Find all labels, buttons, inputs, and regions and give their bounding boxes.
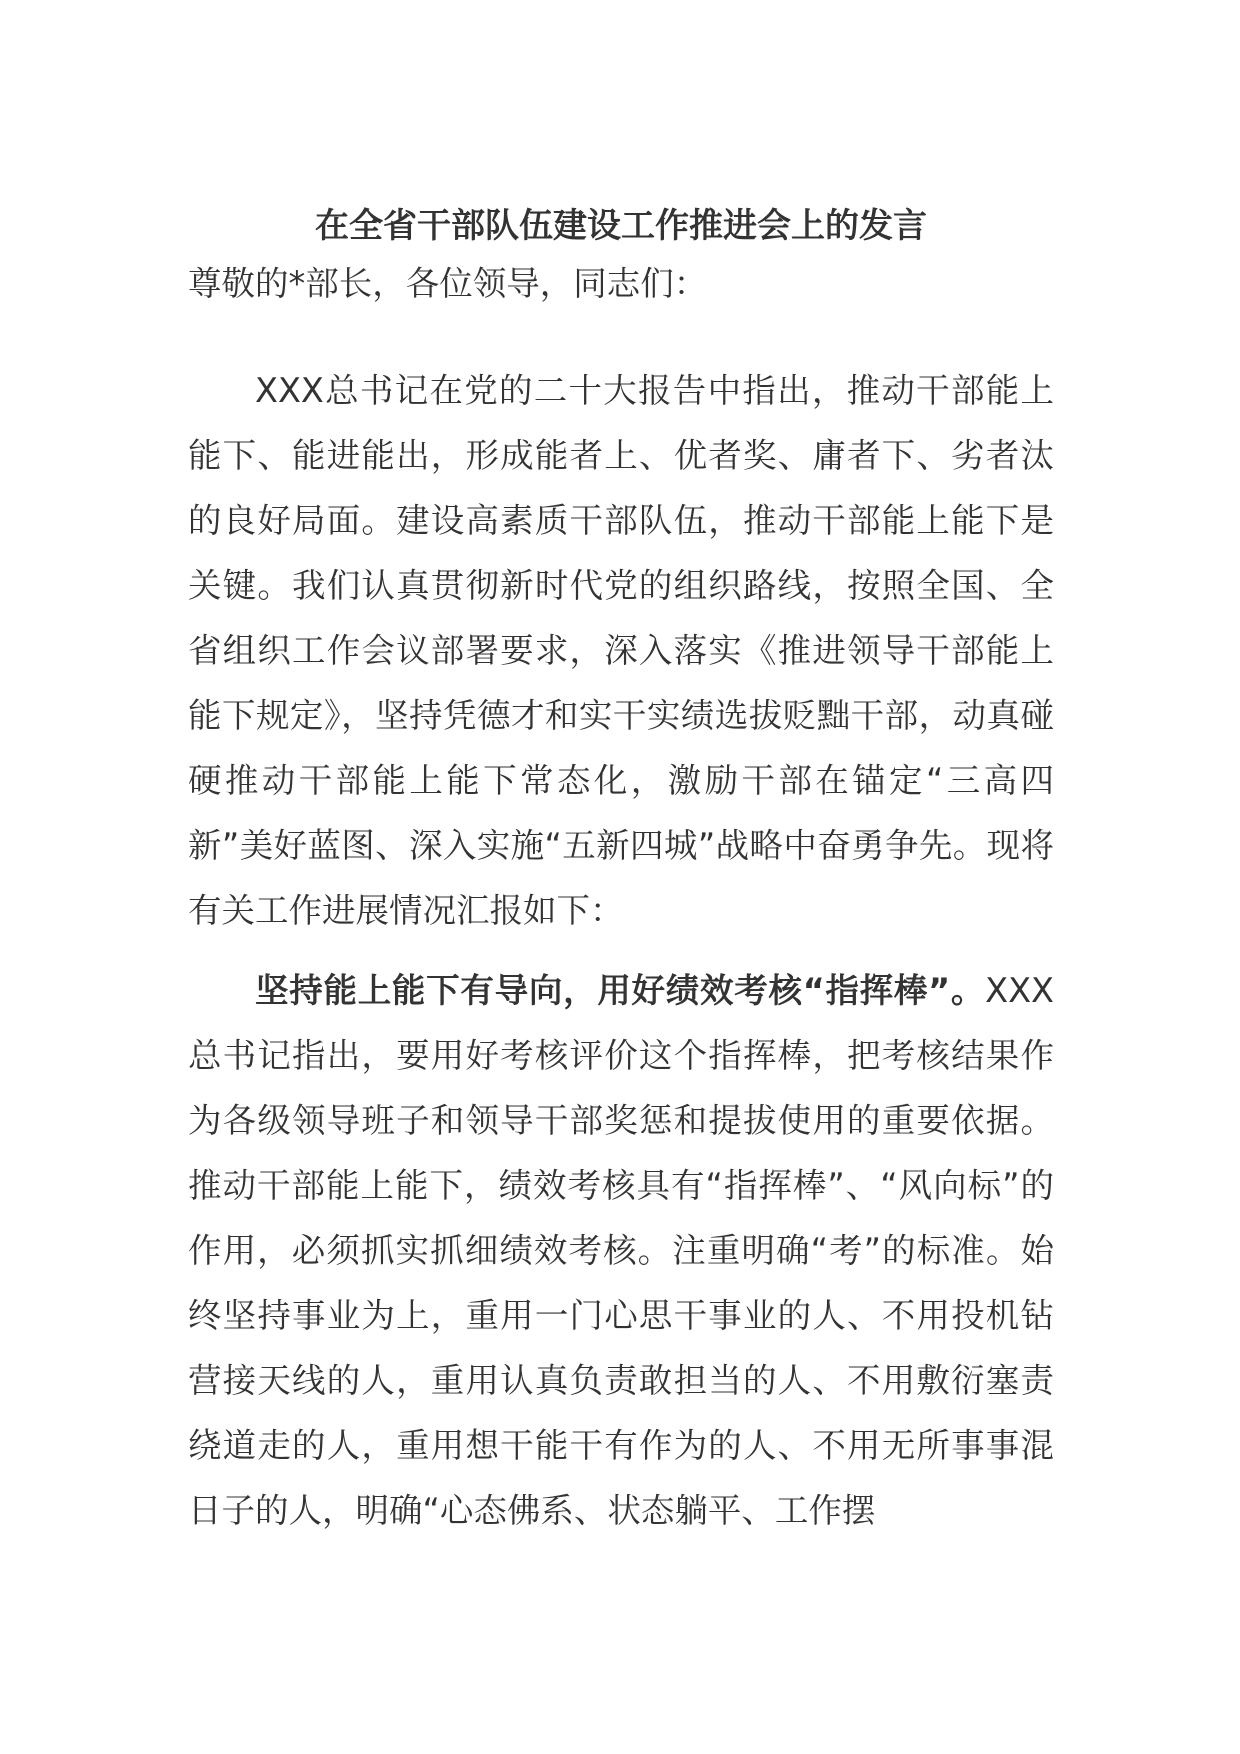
- paragraph-body-text: XXX总书记指出，要用好考核评价这个指挥棒，把考核结果作为各级领导班子和领导干部奖惩和提拔使用的重要依据。推动干部能上能下，绩效考核具有“指挥棒”、“风向标”的作用，必须抓实抓细绩效考核。注重明确“考”的标准。始终坚持事业为上，重用一门心思干事业的人、不用投机钻营接天线的人，重用认真负责敢担当的人、不用敷衍塞责绕道走的人，重用想干能干有作为的人、不用无所事事混日子的人，明确“心态佛系、状态躺平、工作摆: [188, 971, 1054, 1530]
- paragraph-performance-assessment: [188, 958, 1054, 1543]
- salutation: 尊敬的*部长，各位领导，同志们：: [188, 264, 708, 303]
- document-title: 在全省干部队伍建设工作推进会上的发言: [315, 206, 927, 246]
- paragraph-intro: [188, 358, 1054, 943]
- paragraph-intro-text: XXX总书记在党的二十大报告中指出，推动干部能上能下、能进能出，形成能者上、优者奖、庸者下、劣者汰的良好局面。建设高素质干部队伍，推动干部能上能下是关键。我们认真贯彻新时代党的组织路线，按照全国、全省组织工作会议部署要求，深入落实《推进领导干部能上能下规定》，坚持凭德才和实干实绩选拔贬黜干部，动真碰硬推动干部能上能下常态化，激励干部在锚定“三高四新”美好蓝图、深入实施“五新四城”战略中奋勇争先。现将有关工作进展情况汇报如下：: [188, 371, 1054, 930]
- document-page: [188, 0, 1054, 1754]
- paragraph-lead-heading: 坚持能上能下有导向，用好绩效考核“指挥棒”。: [255, 971, 986, 1010]
